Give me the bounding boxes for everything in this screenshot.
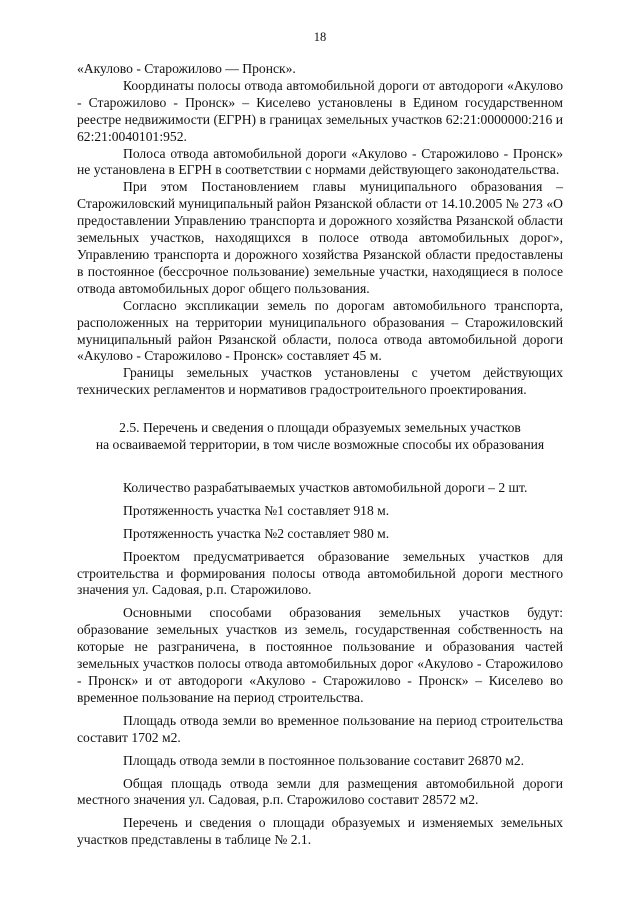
paragraph-plot-count: Количество разрабатываемых участков автомобильной дороги – 2 шт. (123, 479, 528, 495)
paragraph-explication: Согласно экспликации земель по дорогам автомобильного транспорта, расположенных на территории муниципального образования – Старожиловский муниципальный район Рязанской области, полоса отвода автомобильной дороги «Акулово - Старожилово - Пронск» составляет 45 м. (77, 297, 563, 364)
paragraph-road-name-continuation: «Акулово - Старожилово — Пронск». (77, 61, 296, 76)
section-heading-line-1: 2.5. Перечень и сведения о площади образуемых земельных участков (119, 420, 521, 436)
paragraph-formation-methods: Основными способами образования земельных участков будут: образование земельных участков из земель, государственная собственность на которые не разграничена, в постоянное пользование и образования частей земельных участков полосы отвода автомобильных дорог «Акулово - Старожилово - Пронск» и от автодороги «Акулово - Старожилово - Пронск» – Киселево во временное пользование на период строительства. (77, 605, 563, 705)
page-number: 18 (313, 30, 327, 44)
paragraph-plot-2-length: Протяженность участка №2 составляет 980 м. (123, 525, 390, 541)
document-body (77, 61, 563, 849)
paragraph-total-area: Общая площадь отвода земли для размещения автомобильной дороги местного значения ул. Садовая, р.п. Старожилово составит 28572 м2. (77, 775, 563, 808)
section-heading (77, 420, 563, 454)
paragraph-boundaries: Границы земельных участков установлены с учетом действующих технических регламентов и нормативов градостроительного проектирования. (77, 365, 563, 398)
paragraph-not-established: Полоса отвода автомобильной дороги «Акулово - Старожилово - Пронск» не установлена в ЕГРН в соответствии с нормами действующего законодательства. (77, 145, 563, 178)
paragraph-plot-1-length: Протяженность участка №1 составляет 918 м. (123, 502, 390, 518)
section-heading-line-2: на осваиваемой территории, в том числе возможные способы их образования (95, 437, 545, 453)
paragraph-resolution: При этом Постановлением главы муниципального образования – Старожиловский муниципальный район Рязанской области от 14.10.2005 № 273 «О предоставлении Управлению транспорта и дорожного хозяйства Рязанской области земельных участков, находящихся в полосе отвода автомобильных дорог», Управлению транспорта и дорожного хозяйства Рязанской области предоставлены в постоянное (бессрочное пользование) земельные участки, находящиеся в полосе отвода автомобильных дорог общего пользования. (77, 179, 563, 296)
paragraph-permanent-area: Площадь отвода земли в постоянное пользование составит 26870 м2. (123, 752, 525, 768)
paragraph-table-reference: Перечень и сведения о площади образуемых и изменяемых земельных участков представлены в таблице № 2.1. (77, 815, 563, 848)
paragraph-temporary-area: Площадь отвода земли во временное пользование на период строительства составит 1702 м2. (77, 712, 563, 745)
paragraph-coordinates: Координаты полосы отвода автомобильной дороги от автодороги «Акулово - Старожилово - Пронск» – Киселево установлены в Едином государственном реестре недвижимости (ЕГРН) в границах земельных участков 62:21:0000000:216 и 62:21:0040101:952. (77, 77, 563, 144)
paragraph-project-provides: Проектом предусматривается образование земельных участков для строительства и формирования полосы отвода автомобильной дороги местного значения ул. Садовая, р.п. Старожилово. (77, 548, 563, 598)
